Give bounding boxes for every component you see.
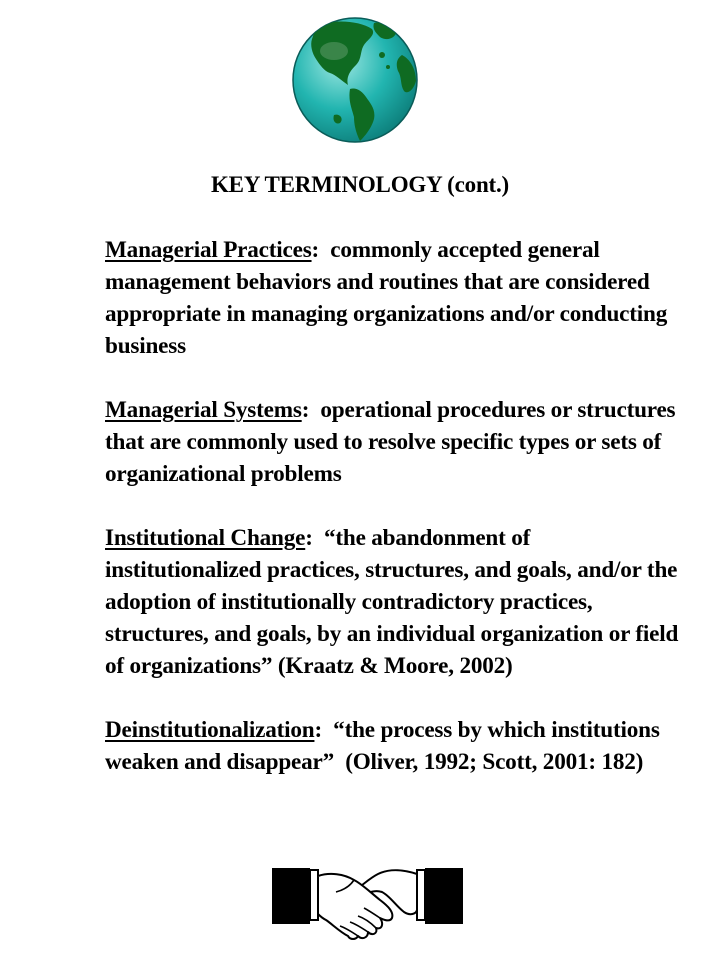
term-separator: : (305, 525, 313, 551)
term-definition: operational procedures or structures that are commonly used to resolve specific types or sets of organizational problems (105, 397, 681, 487)
term-label: Managerial Systems (105, 397, 302, 423)
term-label: Institutional Change (105, 525, 306, 551)
globe-icon (290, 15, 420, 145)
term-definition: commonly accepted general management behaviors and routines that are considered appropriate in managing organizations and/or conducting business (105, 237, 673, 359)
handshake-icon (270, 862, 465, 944)
term-entry-managerial-systems (105, 394, 685, 490)
page-title: KEY TERMINOLOGY (cont.) (210, 172, 510, 197)
term-label: Deinstitutionalization (105, 717, 315, 743)
term-entry-deinstitutionalization (105, 714, 685, 778)
term-entry-managerial-practices (105, 234, 685, 362)
term-entry-institutional-change (105, 522, 685, 682)
term-separator: : (311, 237, 320, 263)
term-definition: “the abandonment of institutionalized practices, structures, and goals, and/or the adoption of institutionally contradictory practices, structures, and goals, by an individual organization or field of organizations” (Kraatz & Moore, 2002) (105, 525, 684, 679)
term-separator: : (314, 717, 322, 743)
terminology-list (105, 234, 685, 810)
term-label: Managerial Practices (105, 237, 312, 263)
term-definition: “the process by which institutions weaken and disappear” (Oliver, 1992; Scott, 2001: 182) (105, 717, 666, 775)
term-separator: : (301, 397, 310, 423)
